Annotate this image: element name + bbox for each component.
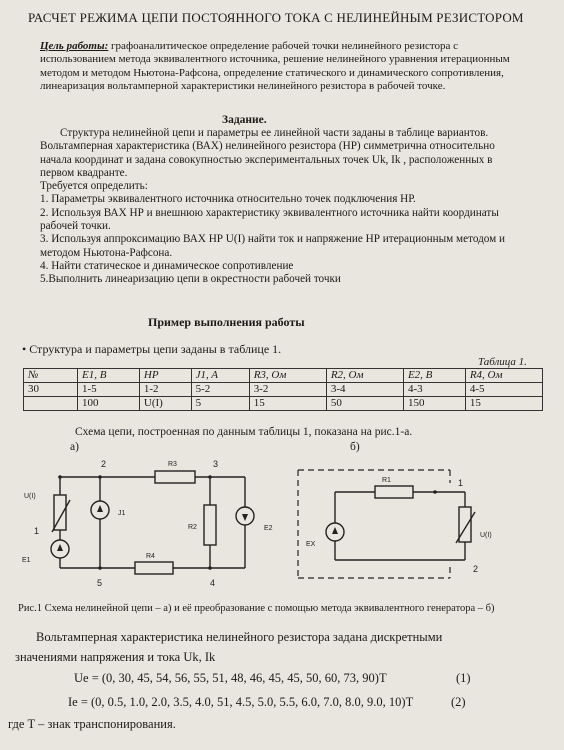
table-header-row xyxy=(24,369,543,383)
table-cell: 5 xyxy=(191,397,249,411)
vah-line-1: Вольтамперная характеристика нелинейного резистора задана дискретными xyxy=(36,630,443,644)
example-bullet xyxy=(22,342,281,357)
goal-text: графоаналитическое определение рабочей точки нелинейного резистора с использованием метода эквивалентного источника, решение нелинейного уравнения итерационным методом и методом Ньютона-Рафсона, определение статического и динамического сопротивления, линеаризация вольтамперной характеристики нелинейного резистора в рабочей точке. xyxy=(40,40,510,92)
node-label: 2 xyxy=(473,564,479,574)
table-cell: 15 xyxy=(249,397,326,411)
table-cell: 4-5 xyxy=(465,383,542,397)
table-cell: 1-2 xyxy=(139,383,191,397)
equation-i: Ie = (0, 0.5, 1.0, 2.0, 3.5, 4.0, 51, 4.5, 5.0, 5.5, 6.0, 7.0, 8.0, 9.0, 10)T xyxy=(68,695,414,709)
table-header: E1, B xyxy=(78,369,140,383)
task-heading: Задание. xyxy=(222,114,267,126)
table-caption: Таблица 1. xyxy=(478,356,527,368)
task-section xyxy=(40,127,525,287)
goal-paragraph xyxy=(40,40,520,93)
figure-label-b: б) xyxy=(350,441,360,453)
table-header: R3, Ом xyxy=(249,369,326,383)
equation-u: Ue = (0, 30, 45, 54, 56, 55, 51, 48, 46, 45, 45, 50, 60, 73, 90)T xyxy=(74,671,387,685)
table-header: J1, A xyxy=(191,369,249,383)
table-cell xyxy=(24,397,78,411)
example-heading: Пример выполнения работы xyxy=(148,315,305,329)
task-item-4: 4. Найти статическое и динамическое сопротивление xyxy=(40,259,294,272)
e2-label: E2 xyxy=(264,525,273,532)
r4-label: R4 xyxy=(146,553,155,560)
node-label: 1 xyxy=(34,526,40,536)
equation-number-1: (1) xyxy=(456,671,471,685)
table-cell: U(I) xyxy=(139,397,191,411)
table-header: HP xyxy=(139,369,191,383)
r2-label: R2 xyxy=(188,524,197,531)
table-cell: 3-2 xyxy=(249,383,326,397)
table-cell: 150 xyxy=(403,397,465,411)
circuit-diagram-b xyxy=(290,455,550,595)
bullet-icon: • xyxy=(22,342,30,356)
j1-label: J1 xyxy=(118,510,126,517)
node-label: 1 xyxy=(458,478,464,488)
transpose-note: где T – знак транспонирования. xyxy=(8,717,176,731)
r3-label: R3 xyxy=(168,461,177,468)
table-cell: 3-4 xyxy=(326,383,403,397)
e1-label: E1 xyxy=(22,557,31,564)
table-cell: 5-2 xyxy=(191,383,249,397)
vah-line-2: значениями напряжения и тока Uk, Ik xyxy=(15,650,216,664)
parameters-table xyxy=(23,368,543,411)
task-text: Структура нелинейной цепи и параметры ее линейной части заданы в таблице вариантов. Вольтамперная характеристика (ВАХ) нелинейного резистора (НР) симметрична относительно начала координат и задана совокупностью экспериментальных точек Uk, Ik , расположенных в первом квадранте. xyxy=(40,127,495,179)
r1-label: R1 xyxy=(382,477,391,484)
node-label: 5 xyxy=(97,578,103,588)
table-header: R2, Ом xyxy=(326,369,403,383)
figure-label-a: а) xyxy=(70,441,79,453)
node-label: 2 xyxy=(101,459,107,469)
table-header: № xyxy=(24,369,78,383)
figure-caption: Рис.1 Схема нелинейной цепи – а) и её преобразование с помощью метода эквивалентного генератора – б) xyxy=(18,603,495,614)
table-row xyxy=(24,383,543,397)
equation-number-2: (2) xyxy=(451,695,466,709)
table-cell: 100 xyxy=(78,397,140,411)
node-label: 3 xyxy=(213,459,219,469)
table-header: E2, B xyxy=(403,369,465,383)
circuit-diagram-a xyxy=(0,450,300,600)
u-label: U(I) xyxy=(480,532,492,539)
u-label: U(I) xyxy=(24,493,36,500)
task-item-1: 1. Параметры эквивалентного источника относительно точек подключения НР. xyxy=(40,193,416,206)
scheme-caption: Схема цепи, построенная по данным таблицы 1, показана на рис.1-а. xyxy=(75,426,413,438)
table-cell: 1-5 xyxy=(78,383,140,397)
table-cell: 15 xyxy=(465,397,542,411)
task-requires: Требуется определить: xyxy=(40,180,148,193)
document-title: РАСЧЕТ РЕЖИМА ЦЕПИ ПОСТОЯННОГО ТОКА С НЕЛИНЕЙНЫМ РЕЗИСТОРОМ xyxy=(28,10,524,25)
table-header: R4, Ом xyxy=(465,369,542,383)
node-label: 4 xyxy=(210,578,216,588)
table-cell: 50 xyxy=(326,397,403,411)
task-item-3: 3. Используя аппроксимацию ВАХ НР U(I) найти ток и напряжение НР итерационным методом и методом Ньютона-Рафсона. xyxy=(40,233,506,259)
example-bullet-text: Структура и параметры цепи заданы в таблице 1. xyxy=(29,342,282,356)
table-cell: 4-3 xyxy=(403,383,465,397)
goal-label: Цель работы: xyxy=(40,40,109,52)
table-cell: 30 xyxy=(24,383,78,397)
table-row xyxy=(24,397,543,411)
task-item-2: 2. Используя ВАХ НР и внешнюю характеристику эквивалентного источника найти координаты рабочей точки. xyxy=(40,206,499,233)
task-item-5: 5.Выполнить линеаризацию цепи в окрестности рабочей точки xyxy=(40,273,341,286)
ex-label: EX xyxy=(306,541,316,548)
